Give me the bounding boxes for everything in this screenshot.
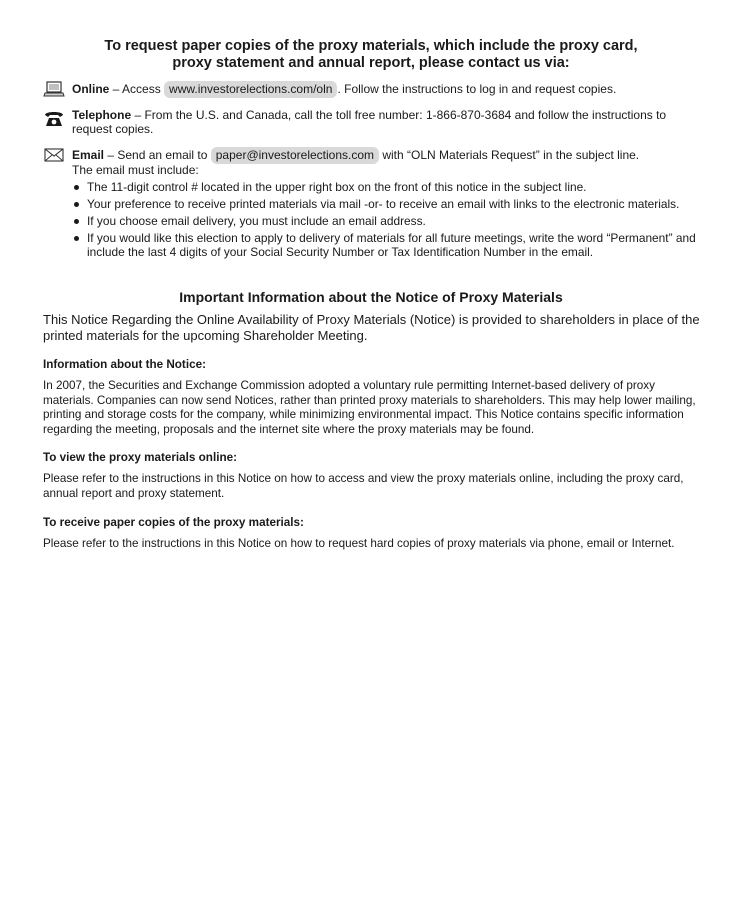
notice-intro: This Notice Regarding the Online Availability of Proxy Materials (Notice) is provided to shareholders in place of the printed materials for the upcoming Shareholder Meeting. bbox=[43, 312, 700, 343]
online-suffix: . Follow the instructions to log in and request copies. bbox=[337, 82, 617, 96]
section-heading-paper-copies: To receive paper copies of the proxy materials: bbox=[43, 516, 304, 529]
envelope-icon bbox=[43, 147, 65, 165]
list-item: If you would like this election to apply to delivery of materials for all future meetings, write the word “Permanent” and include the last 4 digits of your Social Security Number or Tax Identification Number in the email. bbox=[72, 232, 702, 259]
notice-title: Important Information about the Notice of Proxy Materials bbox=[179, 289, 563, 305]
email-address-link[interactable]: paper@investorelections.com bbox=[211, 147, 379, 164]
list-item: If you choose email delivery, you must include an email address. bbox=[72, 215, 702, 229]
online-prefix: – Access bbox=[109, 82, 165, 96]
contact-heading bbox=[43, 38, 699, 72]
telephone-text: – From the U.S. and Canada, call the toll free number: 1-866-870-3684 and follow the instructions to request copies. bbox=[72, 108, 667, 136]
contact-heading-line-1: To request paper copies of the proxy materials, which include the proxy card, bbox=[104, 38, 638, 54]
section-heading-view-online: To view the proxy materials online: bbox=[43, 451, 237, 464]
telephone-icon bbox=[43, 109, 65, 127]
email-line bbox=[72, 147, 702, 164]
laptop-icon bbox=[43, 81, 65, 99]
list-item: The 11-digit control # located in the upper right box on the front of this notice in the subject line. bbox=[72, 181, 702, 195]
section-text-information: In 2007, the Securities and Exchange Commission adopted a voluntary rule permitting Internet-based delivery of proxy materials. Companies can now send Notices, rather than printed proxy materials to shareholders. This may help lower mailing, printing and storage costs for the company, while minimizing environmental impact. This Notice contains specific information regarding the meeting, proposals and the internet site where the proxy materials may be found. bbox=[43, 379, 696, 436]
online-url-link[interactable]: www.investorelections.com/oln bbox=[164, 81, 337, 98]
online-label: Online bbox=[72, 82, 110, 96]
list-item: Your preference to receive printed materials via mail -or- to receive an email with links to the electronic materials. bbox=[72, 198, 702, 212]
email-must-include: The email must include: bbox=[72, 163, 199, 177]
telephone-label: Telephone bbox=[72, 108, 132, 122]
section-heading-information: Information about the Notice: bbox=[43, 358, 206, 371]
section-text-view-online: Please refer to the instructions in this Notice on how to access and view the proxy materials online, including the proxy card, annual report and proxy statement. bbox=[43, 472, 684, 500]
contact-heading-line-2: proxy statement and annual report, please contact us via: bbox=[172, 55, 570, 71]
email-prefix: – Send an email to bbox=[104, 148, 211, 162]
email-suffix: with “OLN Materials Request” in the subject line. bbox=[379, 148, 640, 162]
email-requirements-list bbox=[72, 181, 702, 259]
email-label: Email bbox=[72, 148, 105, 162]
section-text-paper-copies: Please refer to the instructions in this Notice on how to request hard copies of proxy materials via phone, email or Internet. bbox=[43, 537, 675, 550]
